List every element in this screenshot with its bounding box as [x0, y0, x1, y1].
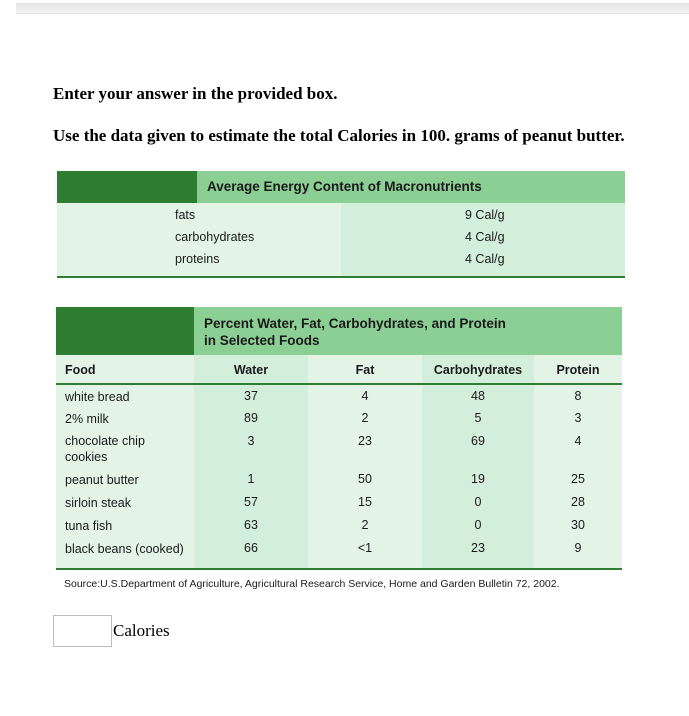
- water-value: 1: [247, 472, 255, 486]
- header-rule: [56, 383, 622, 385]
- energy-row-name: carbohydrates: [175, 230, 255, 244]
- energy-row-value: 4 Cal/g: [465, 230, 505, 244]
- fat-value: 2: [361, 518, 369, 532]
- percent-composition-table: [56, 307, 622, 570]
- top-bar: [16, 3, 689, 14]
- carbohydrates-value: 5: [474, 411, 482, 425]
- energy-row-name: fats: [175, 208, 196, 222]
- carbohydrates-value: 19: [471, 472, 485, 486]
- protein-value: 28: [571, 495, 585, 509]
- water-value: 63: [244, 518, 258, 532]
- food-name: 2% milk: [65, 412, 109, 426]
- fat-value: 23: [358, 434, 372, 448]
- energy-row-value: 9 Cal/g: [465, 208, 505, 222]
- energy-table-bottom-rule: [57, 276, 625, 278]
- question-text: Use the data given to estimate the total Calories in 100. grams of peanut butter.: [53, 126, 625, 145]
- protein-value: 3: [574, 411, 582, 425]
- water-value: 66: [244, 541, 258, 555]
- answer-input[interactable]: [53, 615, 112, 647]
- energy-row-value: 4 Cal/g: [465, 252, 505, 266]
- pct-table-title-line1: Percent Water, Fat, Carbohydrates, and Protein: [204, 316, 506, 331]
- protein-value: 4: [574, 434, 582, 448]
- carbohydrates-value: 23: [471, 541, 485, 555]
- answer-unit-label: Calories: [113, 621, 170, 640]
- energy-table-title: Average Energy Content of Macronutrients: [207, 179, 482, 194]
- fat-value: 50: [358, 472, 372, 486]
- fat-value: 15: [358, 495, 372, 509]
- pct-table-title-line2: in Selected Foods: [204, 333, 320, 348]
- protein-value: 8: [574, 389, 582, 403]
- column-header-food: Food: [65, 363, 96, 377]
- water-column-bg: [194, 355, 308, 568]
- carbohydrates-column-bg: [422, 355, 534, 568]
- food-name: peanut butter: [65, 473, 139, 487]
- protein-value: 25: [571, 472, 585, 486]
- protein-value: 30: [571, 518, 585, 532]
- instruction-enter-answer: Enter your answer in the provided box.: [53, 84, 338, 103]
- carbohydrates-value: 69: [471, 434, 485, 448]
- pct-table-title: [204, 315, 604, 349]
- water-value: 89: [244, 411, 258, 425]
- protein-column-bg: [534, 355, 622, 568]
- energy-content-table: [57, 171, 625, 278]
- fat-value: 4: [361, 389, 369, 403]
- food-name: tuna fish: [65, 519, 113, 533]
- pct-table-header-dark: [56, 307, 194, 355]
- fat-value: 2: [361, 411, 369, 425]
- water-value: 57: [244, 495, 258, 509]
- energy-table-header-dark: [57, 171, 197, 203]
- water-value: 3: [247, 434, 255, 448]
- fat-column-bg: [308, 355, 422, 568]
- carbohydrates-value: 48: [471, 389, 485, 403]
- protein-value: 9: [574, 541, 582, 555]
- column-header-fat: Fat: [355, 363, 375, 377]
- food-name: white bread: [65, 390, 130, 404]
- column-header-carbohydrates: Carbohydrates: [433, 363, 523, 377]
- column-header-protein: Protein: [556, 363, 600, 377]
- food-name: black beans (cooked): [65, 542, 184, 556]
- carbohydrates-value: 0: [474, 518, 482, 532]
- water-value: 37: [244, 389, 258, 403]
- fat-value: <1: [357, 541, 373, 555]
- food-name: chocolate chip cookies: [65, 434, 145, 464]
- carbohydrates-value: 0: [474, 495, 482, 509]
- food-name: sirloin steak: [65, 496, 131, 510]
- column-header-water: Water: [233, 363, 269, 377]
- source-citation: Source:U.S.Department of Agriculture, Agricultural Research Service, Home and Garden Bulletin 72, 2002.: [64, 578, 560, 590]
- pct-table-bottom-rule: [56, 568, 622, 570]
- energy-row-name: proteins: [175, 252, 220, 266]
